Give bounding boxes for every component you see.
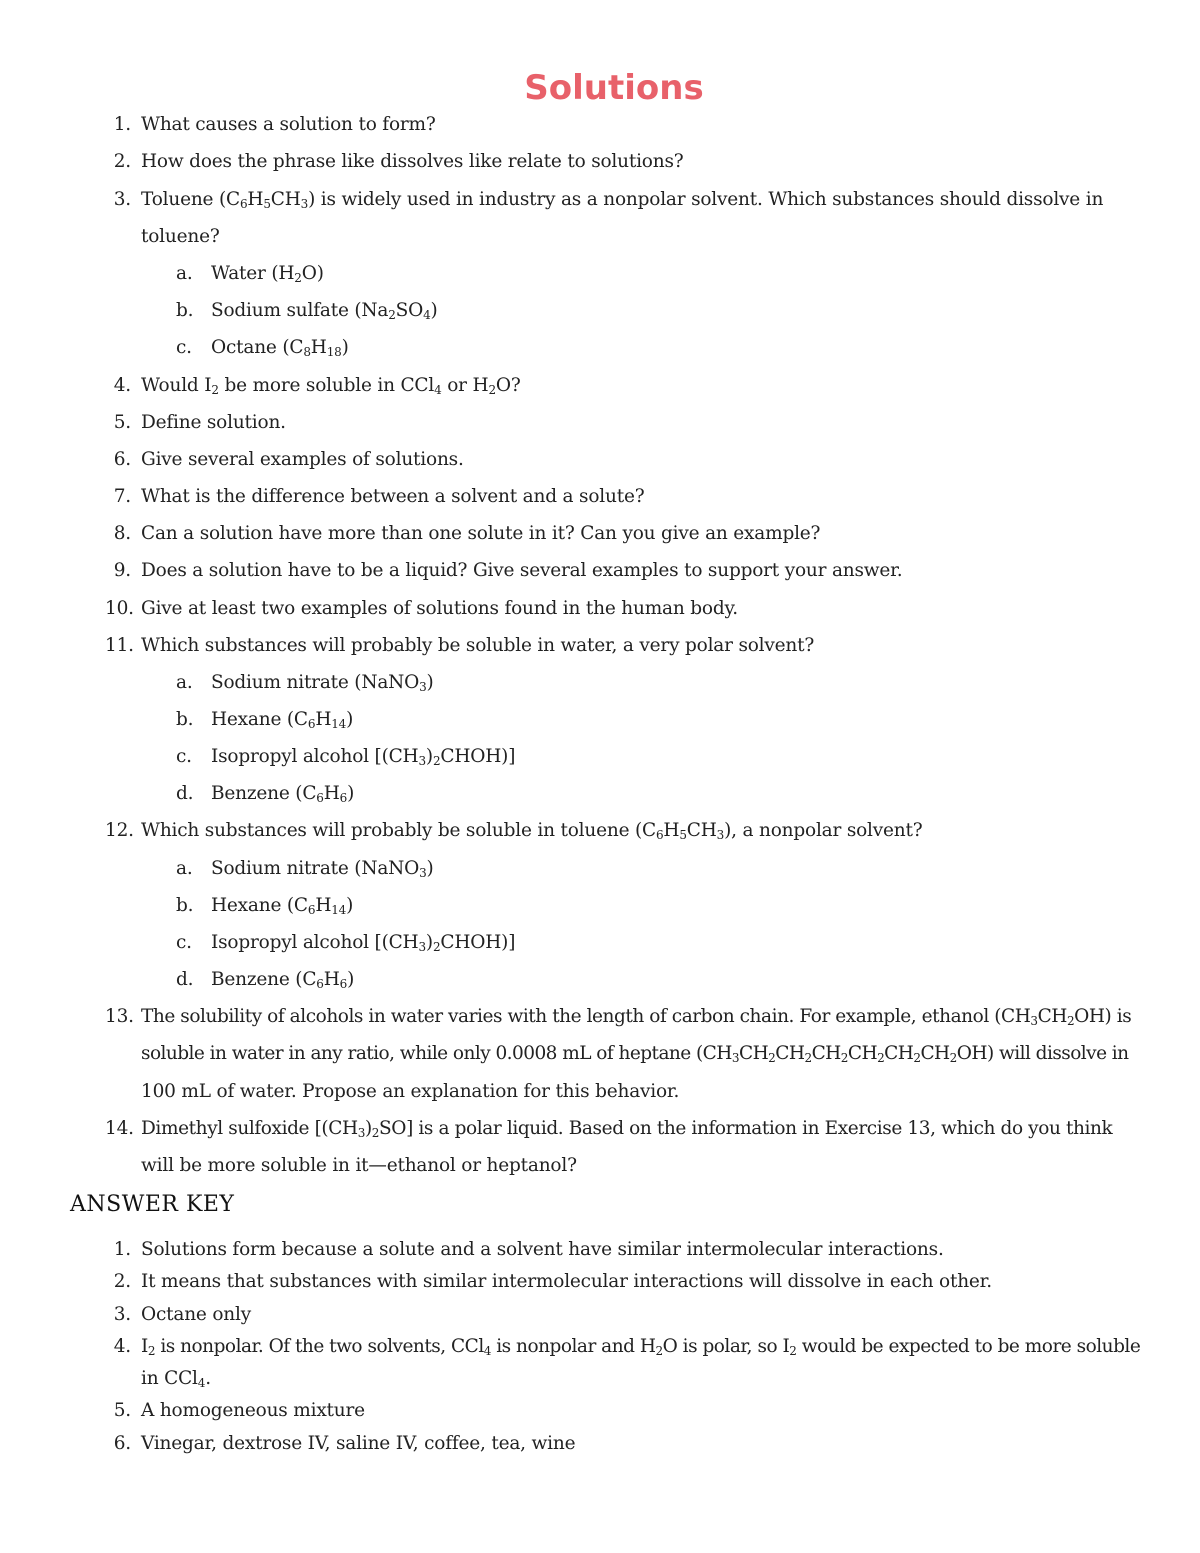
answer-text: $I_2$ is nonpolar. Of the two solvents, CCl$_4$ is nonpolar and $H_2O$ is polar, so $I_2$ would be expected to be more soluble	[141, 1336, 1141, 1358]
answer-number: 4.	[113, 1336, 131, 1357]
question-number: 1.	[113, 114, 131, 135]
question-text: Which substances will probably be soluble in toluene $(C_6H_5CH_3)$, a nonpolar solvent?	[141, 820, 923, 842]
question-text: What is the difference between a solvent and a solute?	[141, 486, 645, 507]
question-number: 8.	[113, 523, 131, 544]
question-text: Which substances will probably be soluble in water, a very polar solvent?	[141, 635, 815, 656]
question-number: 5.	[113, 412, 131, 433]
question-text: will be more soluble in it—ethanol or heptanol?	[141, 1155, 577, 1176]
option-letter: d.	[176, 783, 194, 804]
option-letter: c.	[176, 337, 192, 358]
question-text: What causes a solution to form?	[141, 114, 436, 135]
option-text: Sodium nitrate (NaNO$_3$)	[211, 672, 434, 694]
question-text: Define solution.	[141, 412, 286, 433]
option-letter: b.	[176, 709, 194, 730]
option-text: Sodium sulfate $(Na_2SO_4)$	[211, 300, 438, 322]
answer-number: 5.	[113, 1400, 131, 1421]
option-text: Isopropyl alcohol $[(CH_3)_2CHOH)$]	[211, 746, 516, 768]
option-letter: b.	[176, 895, 194, 916]
option-text: Hexane $(C_6H_{14})$	[211, 709, 354, 731]
option-text: Hexane $(C_6H_{14})$	[211, 895, 354, 917]
answer-text: in CCl$_4$.	[141, 1368, 211, 1390]
answer-text: Octane only	[141, 1304, 251, 1325]
question-number: 14.	[105, 1118, 134, 1139]
option-text: Sodium nitrate (NaNO$_3$)	[211, 858, 434, 880]
option-letter: a.	[176, 672, 193, 693]
option-letter: a.	[176, 263, 193, 284]
question-number: 11.	[105, 635, 134, 656]
question-number: 4.	[113, 375, 131, 396]
option-text: Octane $(C_8H_{18})$	[211, 337, 349, 359]
question-text: Toluene $(C_6H_5CH_3)$ is widely used in industry as a nonpolar solvent. Which substances should dissolve in	[141, 189, 1104, 211]
question-number: 9.	[113, 560, 131, 581]
answer-number: 2.	[113, 1271, 131, 1292]
answer-number: 6.	[113, 1433, 131, 1454]
option-letter: c.	[176, 746, 192, 767]
question-text: Would $I_2$ be more soluble in CCl$_4$ or $H_2O$?	[141, 375, 521, 397]
option-text: Benzene $(C_6H_6)$	[211, 783, 355, 805]
answer-number: 3.	[113, 1304, 131, 1325]
question-number: 3.	[113, 189, 131, 210]
question-text: 100 mL of water. Propose an explanation for this behavior.	[141, 1081, 680, 1102]
answer-text: Vinegar, dextrose IV, saline IV, coffee, tea, wine	[141, 1433, 576, 1454]
question-number: 10.	[105, 598, 134, 619]
option-letter: c.	[176, 932, 192, 953]
option-text: Water $(H_2O)$	[211, 263, 324, 285]
option-text: Isopropyl alcohol $[(CH_3)_2CHOH)$]	[211, 932, 516, 954]
question-text: Dimethyl sulfoxide $[(CH_3)_2SO]$ is a polar liquid. Based on the information in Exercise 13, which do you think	[141, 1118, 1113, 1140]
option-text: Benzene $(C_6H_6)$	[211, 969, 355, 991]
question-number: 6.	[113, 449, 131, 470]
option-letter: b.	[176, 300, 194, 321]
answer-text: A homogeneous mixture	[141, 1400, 365, 1421]
question-number: 2.	[113, 151, 131, 172]
question-number: 7.	[113, 486, 131, 507]
question-text: soluble in water in any ratio, while only 0.0008 mL of heptane $(CH_3CH_2CH_2CH_2CH_2CH_2CH_2OH)$ will dissolve in	[141, 1043, 1129, 1065]
question-text: toluene?	[141, 226, 220, 247]
option-letter: d.	[176, 969, 194, 990]
answer-text: It means that substances with similar intermolecular interactions will dissolve in each other.	[141, 1271, 992, 1292]
question-text: The solubility of alcohols in water varies with the length of carbon chain. For example, ethanol $(CH_3CH_2OH)$ is	[141, 1006, 1132, 1028]
question-text: How does the phrase like dissolves like relate to solutions?	[141, 151, 684, 172]
page-title: Solutions	[524, 68, 704, 108]
answer-key-heading: ANSWER KEY	[70, 1192, 235, 1217]
option-letter: a.	[176, 858, 193, 879]
question-number: 12.	[105, 820, 134, 841]
answer-number: 1.	[113, 1239, 131, 1260]
answer-text: Solutions form because a solute and a solvent have similar intermolecular interactions.	[141, 1239, 944, 1260]
question-text: Can a solution have more than one solute in it? Can you give an example?	[141, 523, 821, 544]
question-number: 13.	[105, 1006, 134, 1027]
question-text: Give several examples of solutions.	[141, 449, 464, 470]
question-text: Does a solution have to be a liquid? Give several examples to support your answer.	[141, 560, 903, 581]
question-text: Give at least two examples of solutions found in the human body.	[141, 598, 738, 619]
